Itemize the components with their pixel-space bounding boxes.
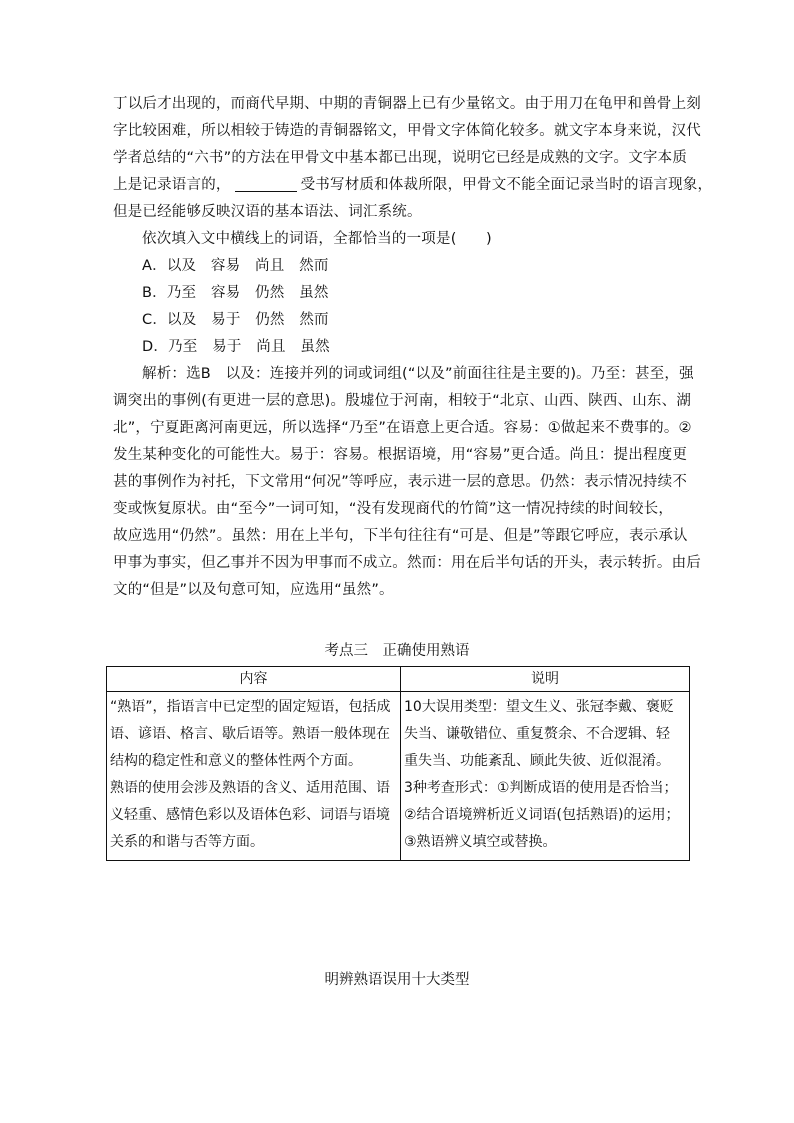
subtitle: 明辨熟语误用十大类型 <box>324 972 470 988</box>
question-prompt: 依次填入文中横线上的词语，全都恰当的一项是( ) <box>142 231 492 247</box>
cell-line: 失当、谦敬错位、重复赘余、不合逻辑、轻 <box>404 726 670 742</box>
cell-line: 熟语的使用会涉及熟语的含义、适用范围、语 <box>110 780 390 796</box>
analysis-line: 北”，宁夏距离河南更远，所以选择“乃至”在语意上更合适。容易：①做起来不费事的。② <box>113 420 692 436</box>
table-header-row <box>107 667 690 692</box>
analysis-line: 调突出的事例(有更进一层的意思)。殷墟位于河南，相较于“北京、山西、陕西、山东、湖 <box>113 393 692 409</box>
table-row <box>107 692 690 861</box>
table-cell-content <box>107 692 401 861</box>
cell-line: 10大误用类型：望文生义、张冠李戴、褒贬 <box>404 699 674 715</box>
cell-line: 语、谚语、格言、歇后语等。熟语一般体现在 <box>110 726 390 742</box>
passage-line: 字比较困难，所以相较于铸造的青铜器铭文，甲骨文字体简化较多。就文字本身来说，汉代 <box>113 123 701 139</box>
passage-text-before-blank: 上是记录语言的， <box>113 177 231 193</box>
table-header-content: 内容 <box>107 667 401 692</box>
analysis-line: 甚的事例作为衬托，下文常用“何况”等呼应，表示进一层的意思。仍然：表示情况持续不 <box>113 474 688 490</box>
cell-line: 重失当、功能紊乱、顾此失彼、近似混淆。 <box>404 753 670 769</box>
fill-in-blank <box>235 175 297 192</box>
option-d: D．乃至 易于 尚且 虽然 <box>142 339 330 355</box>
passage-line-with-blank <box>113 172 713 199</box>
passage-line: 丁以后才出现的，而商代早期、中期的青铜器上已有少量铭文。由于用刀在龟甲和兽骨上刻 <box>113 96 701 112</box>
passage-block <box>113 91 713 604</box>
option-a: A．以及 容易 尚且 然而 <box>142 258 329 274</box>
option-b: B．乃至 容易 仍然 虽然 <box>142 285 329 301</box>
option-c: C．以及 易于 仍然 然而 <box>142 312 329 328</box>
table-header-notes: 说明 <box>401 667 690 692</box>
cell-line: ②结合语境辨析近义词语(包括熟语)的运用； <box>404 807 680 823</box>
analysis-line: 变或恢复原状。由“至今”一词可知，“没有发现商代的竹简”这一情况持续的时间较长， <box>113 501 674 517</box>
cell-line: ③熟语辨义填空或替换。 <box>404 834 557 850</box>
passage-line: 但是已经能够反映汉语的基本语法、词汇系统。 <box>113 204 422 220</box>
passage-text-after-blank: 受书写材质和体裁所限，甲骨文不能全面记录当时的语言现象， <box>300 177 713 193</box>
cell-line: 关系的和谐与否等方面。 <box>110 834 264 850</box>
cell-line: 义轻重、感情色彩以及语体色彩、词语与语境 <box>110 807 390 823</box>
cell-line: “熟语”，指语言中已定型的固定短语，包括成 <box>110 699 391 715</box>
passage-line: 学者总结的“六书”的方法在甲骨文中基本都已出现，说明它已经是成熟的文字。文字本质 <box>113 150 688 166</box>
idiom-info-table <box>106 666 690 861</box>
analysis-line: 发生某种变化的可能性大。易于：容易。根据语境，用“容易”更合适。尚且：提出程度更 <box>113 447 688 463</box>
table-cell-notes <box>401 692 690 861</box>
analysis-line: 文的“但是”以及句意可知，应选用“虽然”。 <box>113 582 394 598</box>
section-title: 考点三 正确使用熟语 <box>324 643 470 659</box>
analysis-line: 甲事为事实，但乙事并不因为甲事而不成立。然而：用在后半句话的开头，表示转折。由后 <box>113 555 701 571</box>
analysis-line: 解析：选B 以及：连接并列的词或词组(“以及”前面往往是主要的)。乃至：甚至，强 <box>142 366 694 382</box>
analysis-line: 故应选用“仍然”。虽然：用在上半句，下半句往往有“可是、但是”等跟它呼应，表示承认 <box>113 528 688 544</box>
cell-line: 3种考查形式：①判断成语的使用是否恰当； <box>404 780 678 796</box>
cell-line: 结构的稳定性和意义的整体性两个方面。 <box>110 753 362 769</box>
